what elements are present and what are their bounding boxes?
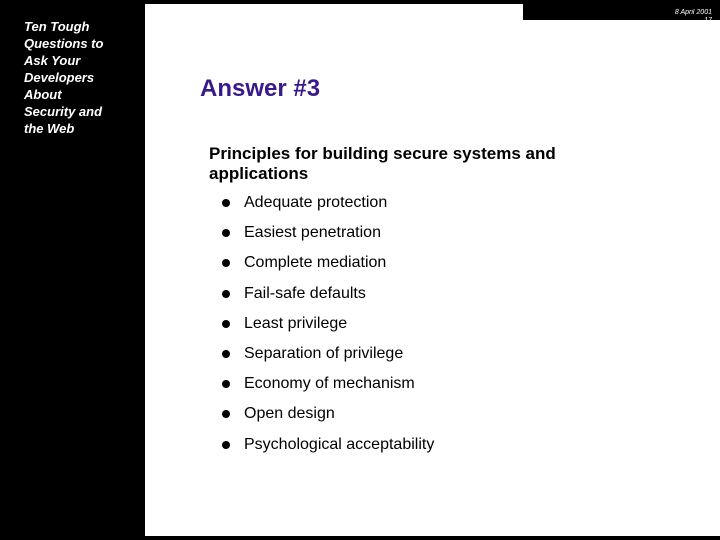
- principle-label: Complete mediation: [244, 254, 387, 272]
- principle-label: Open design: [244, 405, 335, 423]
- bullet-icon: [222, 259, 230, 267]
- principle-label: Fail-safe defaults: [244, 284, 366, 302]
- bullet-icon: [222, 350, 230, 358]
- principle-label: Psychological acceptability: [244, 435, 435, 453]
- bullet-icon: [222, 199, 230, 207]
- principle-item: [218, 248, 434, 278]
- bullet-icon: [222, 441, 230, 449]
- principle-item: [218, 188, 434, 218]
- principle-item: [218, 399, 434, 429]
- sidebar-title: Ten Tough Questions to Ask Your Developers About Security and the Web: [24, 19, 104, 136]
- slide-title: Answer #3: [200, 75, 321, 102]
- principle-label: Adequate protection: [244, 194, 388, 212]
- principle-item: [218, 430, 434, 460]
- principles-list: [218, 188, 434, 460]
- principle-item: [218, 309, 434, 339]
- principle-item: [218, 218, 434, 248]
- principle-label: Economy of mechanism: [244, 375, 415, 393]
- bullet-icon: [222, 380, 230, 388]
- principle-label: Easiest penetration: [244, 224, 381, 242]
- bullet-icon: [222, 320, 230, 328]
- slide-intro-text: Principles for building secure systems and applications: [209, 144, 556, 183]
- bullet-icon: [222, 410, 230, 418]
- date-stamp: 8 April 2001 17: [674, 9, 712, 24]
- principle-label: Least privilege: [244, 314, 348, 332]
- header-bar: [523, 4, 720, 24]
- principle-item: [218, 339, 434, 369]
- principle-item: [218, 279, 434, 309]
- bullet-icon: [222, 229, 230, 237]
- principle-label: Separation of privilege: [244, 345, 404, 363]
- bullet-icon: [222, 290, 230, 298]
- principle-item: [218, 369, 434, 399]
